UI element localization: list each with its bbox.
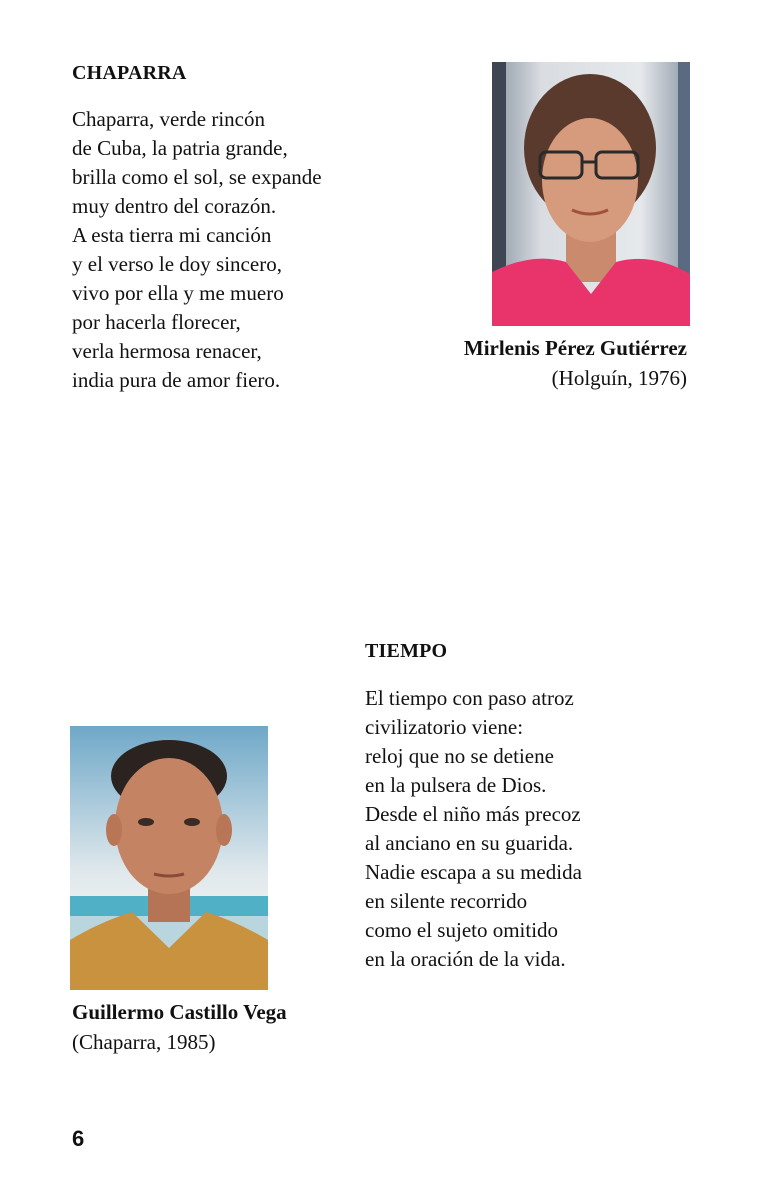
- poem-line: Nadie escapa a su medida: [365, 860, 582, 884]
- poem-line: india pura de amor fiero.: [72, 368, 281, 392]
- author-name: Mirlenis Pérez Gutiérrez: [463, 336, 687, 360]
- page-number: 6: [72, 1126, 85, 1151]
- poem-line: verla hermosa renacer,: [72, 339, 262, 363]
- poem-line: de Cuba, la patria grande,: [72, 136, 288, 160]
- poem-line: El tiempo con paso atroz: [365, 686, 574, 710]
- poem-line: vivo por ella y me muero: [72, 281, 284, 305]
- author-origin: (Holguín, 1976): [551, 366, 687, 390]
- author-photo: [70, 726, 268, 990]
- poem-line: en silente recorrido: [365, 889, 528, 913]
- poem-line: Chaparra, verde rincón: [72, 107, 265, 131]
- poem-body: [72, 105, 322, 395]
- poem-line: al anciano en su guarida.: [365, 831, 574, 855]
- poem-line: en la pulsera de Dios.: [365, 773, 547, 797]
- poem-line: muy dentro del corazón.: [72, 194, 277, 218]
- poem-title: TIEMPO: [365, 640, 448, 662]
- author-photo: [492, 62, 690, 326]
- poem-line: como el sujeto omitido: [365, 918, 559, 942]
- author-name: Guillermo Castillo Vega: [72, 1000, 287, 1024]
- poem-line: brilla como el sol, se expande: [72, 165, 322, 189]
- author-origin: (Chaparra, 1985): [72, 1030, 216, 1054]
- poem-line: en la oración de la vida.: [365, 947, 566, 971]
- poem-line: civilizatorio viene:: [365, 715, 524, 739]
- poem-line: Desde el niño más precoz: [365, 802, 581, 826]
- poem-line: por hacerla florecer,: [72, 310, 241, 334]
- poem-line: A esta tierra mi canción: [72, 223, 272, 247]
- poem-body: [365, 684, 582, 974]
- poem-line: y el verso le doy sincero,: [72, 252, 282, 276]
- poem-line: reloj que no se detiene: [365, 744, 554, 768]
- poem-title: CHAPARRA: [72, 62, 187, 84]
- author-portrait-image: [70, 726, 268, 990]
- author-portrait-image: [492, 62, 690, 326]
